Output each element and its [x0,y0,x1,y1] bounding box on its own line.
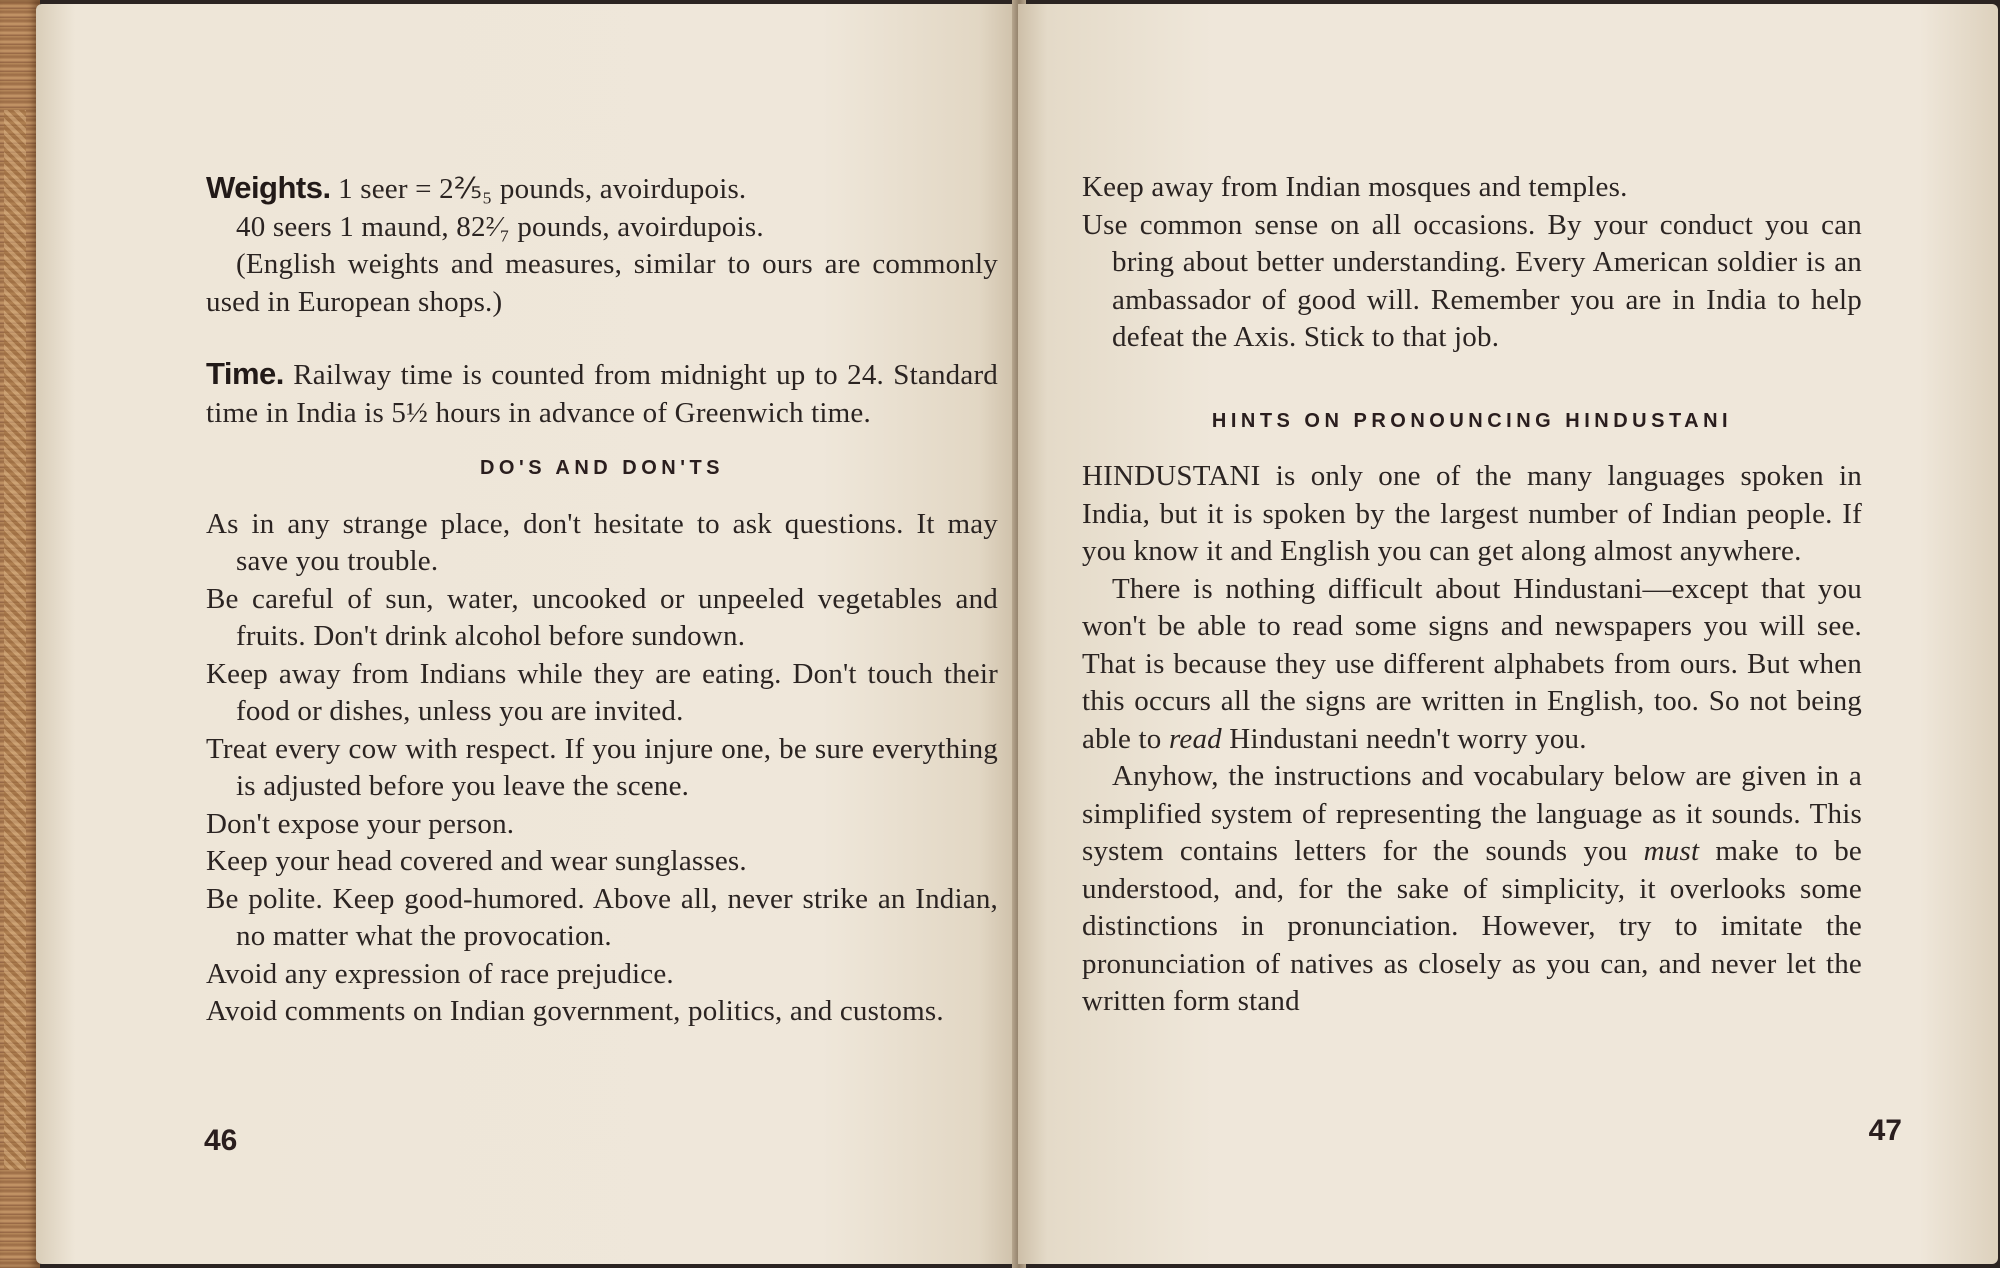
spacer [1082,440,1862,458]
weights-note: (English weights and measures, similar to ours are commonly used in European shops.) [206,248,998,318]
paragraph-text: Anyhow, the instructions and vocabulary below are given in a simplified system of representing the language as it sounds. This system contains letters for the sounds you [1082,760,1862,867]
hints-paragraph-1: HINDUSTANI is only one of the many languages spoken in India, but it is spoken by the largest number of Indian people. If you know it and English you can get along almost anywhere. [1082,460,1862,567]
dos-and-donts-heading: DO'S AND DON'TS [479,457,725,479]
dos-item: As in any strange place, don't hesitate to ask questions. It may save you trouble. [206,507,998,577]
dos-item: Be careful of sun, water, uncooked or unpeeled vegetables and fruits. Don't drink alcohol before sundown. [206,582,998,652]
time-label: Time. [206,356,284,391]
hints-heading: HINTS ON PRONOUNCING HINDUSTANI [1211,409,1733,432]
left-page [36,4,1018,1264]
spacer [206,432,998,450]
emphasis-text: read [1168,722,1222,755]
paragraph-text: There is nothing difficult about Hindustani—except that you won't be able to read some signs and newspapers you will see. That is because they use different alphabets from ours. But when this occurs all the signs are written in English, too. So not being able to [1082,572,1862,755]
dos-item: Keep away from Indian mosques and temples. [1082,171,1628,203]
weights-conversion-1: 1 seer = 2⅖₅ pounds, avoirdupois. [338,173,747,205]
dos-item: Keep your head covered and wear sunglasses. [206,845,747,877]
book-spine-edge [0,0,40,1268]
paragraph-text: make to be understood, and, for the sake of simplicity, it overlooks some distinctions in pronunciation. However, try to imitate the pronunciation of natives as closely as you can, and never let the written form stand [1082,835,1862,1017]
weights-line-1 [206,169,998,209]
dos-item: Avoid comments on Indian government, politics, and customs. [206,995,944,1027]
right-page-text [1082,169,1862,1021]
left-page-text [206,169,998,1031]
emphasis-text: must [1643,835,1700,867]
dos-item: Treat every cow with respect. If you injure one, be sure everything is adjusted before you leave the scene. [206,732,998,802]
right-page [1018,4,1998,1264]
dos-item: Don't expose your person. [206,807,515,840]
page-number-left: 46 [204,1124,238,1157]
weights-line-2: 40 seers 1 maund, 82²⁄₇ pounds, avoirdupois. [236,210,764,243]
paragraph-text: Hindustani needn't worry you. [1221,722,1587,755]
hints-paragraph-3 [1082,758,1862,1021]
page-number-right: 47 [1868,1114,1902,1147]
weights-label: Weights. [206,170,331,205]
hints-paragraph-2 [1082,571,1862,759]
dos-item: Keep away from Indians while they are eating. Don't touch their food or dishes, unless you are invited. [206,657,998,727]
spacer [206,321,998,355]
spacer [1082,357,1862,403]
dos-item: Be polite. Keep good-humored. Above all, never strike an Indian, no matter what the provocation. [206,882,998,952]
time-text: Railway time is counted from midnight up to 24. Standard time in India is 5½ hours in advance of Greenwich time. [206,359,998,429]
dos-item: Use common sense on all occasions. By your conduct you can bring about better understanding. Every American soldier is an ambassador of good will. Remember you are in India to help defeat the Axis. Stick to that job. [1082,208,1862,353]
spacer [206,488,998,506]
dos-item: Avoid any expression of race prejudice. [206,957,674,990]
time-paragraph [206,355,998,432]
